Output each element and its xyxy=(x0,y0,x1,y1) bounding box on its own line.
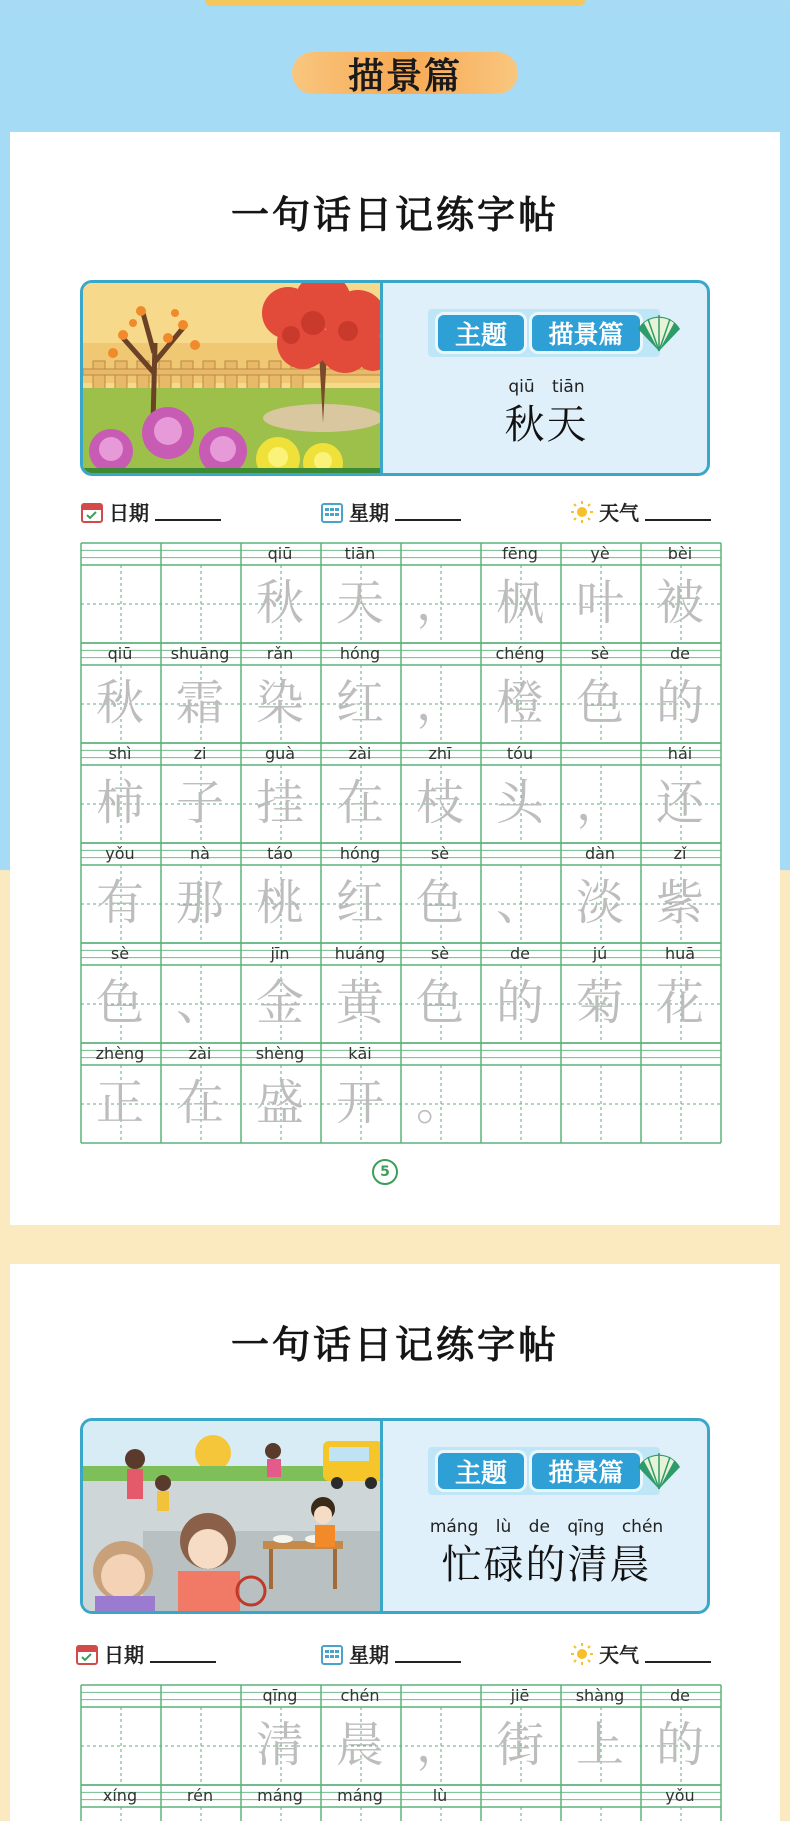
trace-character-cell[interactable] xyxy=(561,1806,639,1821)
trace-character-cell[interactable] xyxy=(241,1806,319,1821)
sun-icon xyxy=(570,500,594,524)
trace-character-cell[interactable]: 的 xyxy=(655,675,704,731)
trace-character-cell[interactable]: 。 xyxy=(415,1075,464,1131)
theme-name: 描景篇 xyxy=(532,315,640,351)
trace-character-cell[interactable]: 色 xyxy=(95,975,144,1031)
trace-character-cell[interactable] xyxy=(161,1706,239,1784)
trace-character-cell[interactable]: 紫 xyxy=(655,875,704,931)
trace-character-cell[interactable]: 叶 xyxy=(575,575,624,631)
trace-character-cell[interactable]: 上 xyxy=(575,1717,624,1773)
weekday-field[interactable]: 星期 xyxy=(320,1639,461,1668)
trace-character-cell[interactable]: 霜 xyxy=(175,675,224,731)
trace-character-cell[interactable]: ， xyxy=(415,1717,464,1773)
trace-character-cell[interactable] xyxy=(81,1706,159,1784)
pinyin-cell: jīn xyxy=(270,944,290,963)
tracing-grid xyxy=(80,542,720,1142)
trace-character-cell[interactable] xyxy=(481,1806,559,1821)
pinyin-cell: chén xyxy=(340,1686,380,1705)
grid-calendar-icon xyxy=(320,500,344,524)
trace-character-cell[interactable] xyxy=(81,1806,159,1821)
date-field[interactable]: 日期 xyxy=(75,1639,216,1668)
pinyin-cell: chéng xyxy=(495,644,545,663)
top-banner-edge xyxy=(205,0,585,6)
calendar-icon xyxy=(80,500,104,524)
pinyin-cell: dàn xyxy=(584,844,616,863)
topic-pinyin: máng lù de qīng chén xyxy=(429,1517,664,1537)
trace-character-cell[interactable] xyxy=(641,1064,719,1142)
pinyin-cell: nà xyxy=(190,844,210,863)
trace-character-cell[interactable] xyxy=(561,1064,639,1142)
trace-character-cell[interactable]: 子 xyxy=(175,775,224,831)
trace-character-cell[interactable]: 橙 xyxy=(495,675,544,731)
diary-meta-row xyxy=(80,497,720,527)
trace-character-cell[interactable]: 秋 xyxy=(95,675,144,731)
trace-character-cell[interactable]: 还 xyxy=(655,775,704,831)
trace-character-cell[interactable]: 色 xyxy=(415,875,464,931)
weather-field[interactable]: 天气 xyxy=(570,1639,711,1668)
page-title: 一句话日记练字帖 xyxy=(230,193,559,237)
pinyin-cell: zhèng xyxy=(95,1044,145,1063)
topic-header xyxy=(80,280,710,476)
pinyin-cell: lù xyxy=(432,1786,448,1805)
trace-character-cell[interactable]: 晨 xyxy=(335,1717,384,1773)
pinyin-cell: jú xyxy=(592,944,608,963)
trace-character-cell[interactable]: 红 xyxy=(335,875,384,931)
pinyin-cell: yǒu xyxy=(665,1786,695,1805)
trace-character-cell[interactable]: 色 xyxy=(415,975,464,1031)
trace-character-cell[interactable]: 盛 xyxy=(255,1075,304,1131)
trace-character-cell[interactable]: 菊 xyxy=(575,975,624,1031)
pinyin-cell: sè xyxy=(110,944,130,963)
trace-character-cell[interactable]: 枝 xyxy=(415,775,464,831)
pinyin-cell: sè xyxy=(430,844,450,863)
pinyin-cell: hái xyxy=(667,744,693,763)
pinyin-cell: xíng xyxy=(102,1786,138,1805)
pinyin-cell: bèi xyxy=(667,544,693,563)
pinyin-cell: de xyxy=(670,1686,690,1705)
trace-character-cell[interactable] xyxy=(81,564,159,642)
pinyin-cell: zài xyxy=(348,744,372,763)
pinyin-cell: sè xyxy=(430,944,450,963)
trace-character-cell[interactable]: 、 xyxy=(175,975,224,1031)
pinyin-cell: yè xyxy=(590,544,610,563)
worksheet-page-1 xyxy=(10,132,780,1225)
pinyin-cell: de xyxy=(510,944,530,963)
trace-character-cell[interactable]: 染 xyxy=(255,675,304,731)
trace-character-cell[interactable] xyxy=(641,1806,719,1821)
page-number: 5 xyxy=(372,1159,398,1185)
topic-title: 秋天 xyxy=(504,402,589,448)
topic-pinyin: qiū tiān xyxy=(508,377,585,397)
pinyin-cell: qīng xyxy=(262,1686,298,1705)
trace-character-cell[interactable] xyxy=(401,1806,479,1821)
trace-character-cell[interactable]: ， xyxy=(415,675,464,731)
trace-character-cell[interactable]: 街 xyxy=(495,1717,544,1773)
trace-character-cell[interactable]: 那 xyxy=(175,875,224,931)
pinyin-cell: rén xyxy=(186,1786,214,1805)
trace-character-cell[interactable]: ， xyxy=(415,575,464,631)
pinyin-cell: zhī xyxy=(428,744,452,763)
pinyin-cell: shèng xyxy=(255,1044,305,1063)
trace-character-cell[interactable]: 的 xyxy=(495,975,544,1031)
trace-character-cell[interactable]: 清 xyxy=(255,1717,304,1773)
pinyin-cell: tóu xyxy=(506,744,534,763)
trace-character-cell[interactable]: 红 xyxy=(335,675,384,731)
trace-character-cell[interactable]: 被 xyxy=(655,575,704,631)
pinyin-cell: táo xyxy=(267,844,293,863)
section-title-pill xyxy=(292,52,518,97)
worksheet-page-2 xyxy=(10,1264,780,1821)
trace-character-cell[interactable]: 花 xyxy=(655,975,704,1031)
trace-character-cell[interactable] xyxy=(481,1064,559,1142)
trace-character-cell[interactable]: 天 xyxy=(335,575,384,631)
trace-character-cell[interactable]: ， xyxy=(575,775,624,831)
weekday-field[interactable]: 星期 xyxy=(320,497,461,526)
pinyin-cell: zài xyxy=(188,1044,212,1063)
trace-character-cell[interactable]: 开 xyxy=(335,1075,384,1131)
calendar-icon xyxy=(75,1642,99,1666)
fan-icon xyxy=(636,1451,682,1491)
topic-header xyxy=(80,1418,710,1614)
trace-character-cell[interactable]: 正 xyxy=(95,1075,144,1131)
trace-character-cell[interactable] xyxy=(321,1806,399,1821)
morning-street-illustration xyxy=(83,1421,383,1611)
pinyin-cell: zi xyxy=(193,744,207,763)
pinyin-cell: shì xyxy=(108,744,132,763)
trace-character-cell[interactable]: 柿 xyxy=(95,775,144,831)
fan-icon xyxy=(636,313,682,353)
trace-character-cell[interactable]: 金 xyxy=(255,975,304,1031)
pinyin-cell: hóng xyxy=(339,644,381,663)
weather-field[interactable]: 天气 xyxy=(570,497,711,526)
pinyin-cell: guà xyxy=(264,744,296,763)
trace-character-cell[interactable]: 挂 xyxy=(255,775,304,831)
trace-character-cell[interactable]: 的 xyxy=(655,1717,704,1773)
pinyin-cell: máng xyxy=(337,1786,383,1805)
section-title: 描景篇 xyxy=(347,55,462,97)
trace-character-cell[interactable]: 、 xyxy=(495,875,544,931)
theme-tag: 主题 xyxy=(438,1453,524,1489)
pinyin-cell: sè xyxy=(590,644,610,663)
topic-title: 忙碌的清晨 xyxy=(441,1542,652,1588)
pinyin-cell: tiān xyxy=(344,544,376,563)
trace-character-cell[interactable]: 头 xyxy=(495,775,544,831)
autumn-illustration xyxy=(83,283,383,473)
trace-character-cell[interactable]: 秋 xyxy=(255,575,304,631)
pinyin-cell: rǎn xyxy=(266,644,294,663)
trace-character-cell[interactable]: 黄 xyxy=(335,975,384,1031)
trace-character-cell[interactable] xyxy=(161,1806,239,1821)
diary-meta-row xyxy=(80,1639,720,1669)
theme-name: 描景篇 xyxy=(532,1453,640,1489)
trace-character-cell[interactable]: 淡 xyxy=(575,875,624,931)
pinyin-cell: yǒu xyxy=(105,844,135,863)
pinyin-cell: shuāng xyxy=(170,644,230,663)
trace-character-cell[interactable]: 在 xyxy=(175,1075,224,1131)
page-title: 一句话日记练字帖 xyxy=(230,1323,559,1367)
pinyin-cell: qiū xyxy=(267,544,293,563)
trace-character-cell[interactable]: 枫 xyxy=(495,575,544,631)
tracing-grid xyxy=(80,1684,720,1821)
sun-icon xyxy=(570,1642,594,1666)
theme-tag: 主题 xyxy=(438,315,524,351)
date-field[interactable]: 日期 xyxy=(80,497,221,526)
trace-character-cell[interactable]: 在 xyxy=(335,775,384,831)
trace-character-cell[interactable]: 有 xyxy=(95,875,144,931)
pinyin-cell: zǐ xyxy=(673,844,687,863)
trace-character-cell[interactable]: 桃 xyxy=(255,875,304,931)
pinyin-cell: hóng xyxy=(339,844,381,863)
grid-calendar-icon xyxy=(320,1642,344,1666)
trace-character-cell[interactable] xyxy=(161,564,239,642)
pinyin-cell: máng xyxy=(257,1786,303,1805)
pinyin-cell: fēng xyxy=(502,544,538,563)
pinyin-cell: jiē xyxy=(510,1686,530,1705)
pinyin-cell: huáng xyxy=(334,944,386,963)
pinyin-cell: de xyxy=(670,644,690,663)
pinyin-cell: shàng xyxy=(575,1686,625,1705)
pinyin-cell: kāi xyxy=(348,1044,372,1063)
trace-character-cell[interactable]: 色 xyxy=(575,675,624,731)
pinyin-cell: huā xyxy=(664,944,696,963)
pinyin-cell: qiū xyxy=(107,644,133,663)
